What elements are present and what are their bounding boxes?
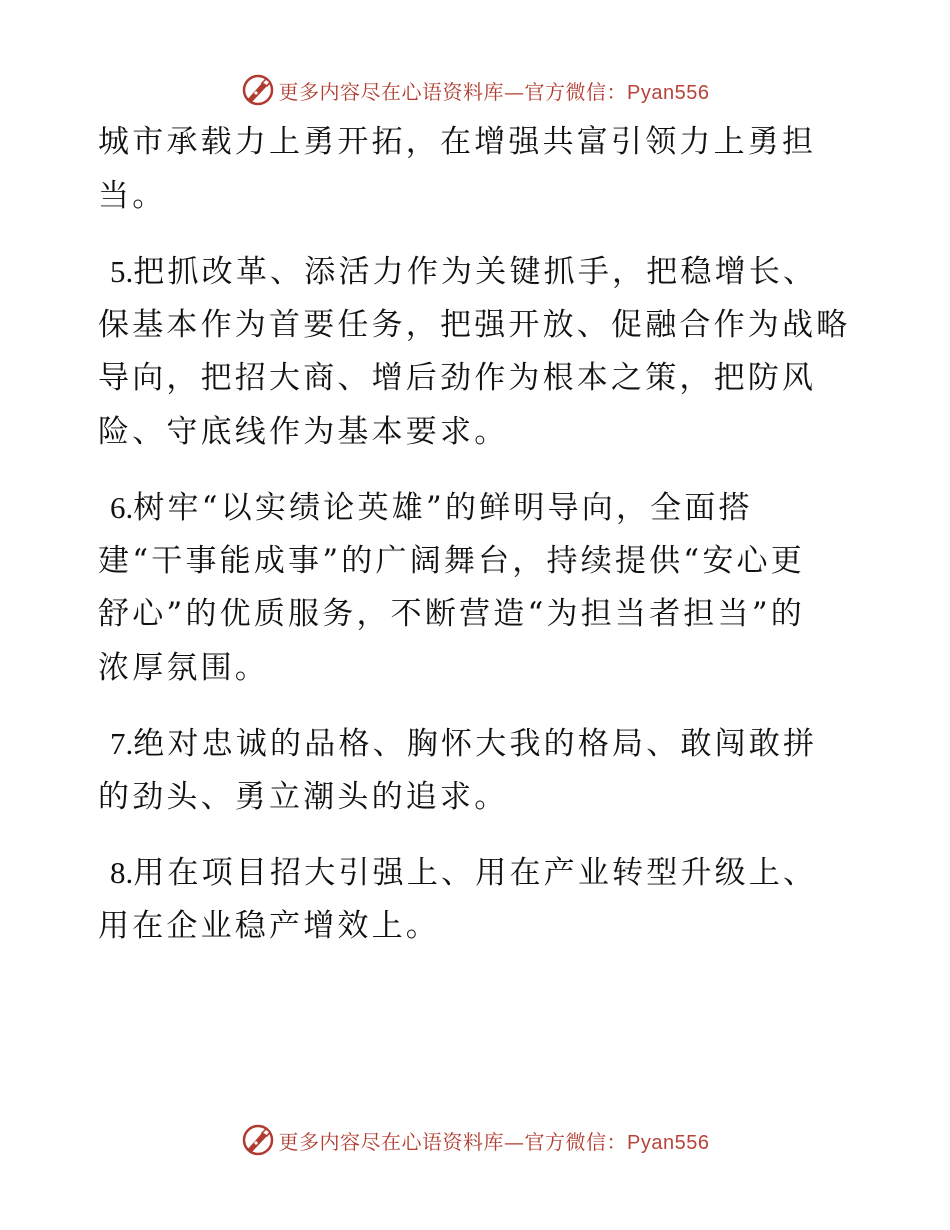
item-number: 7. xyxy=(110,726,134,761)
text-line: 5.把抓改革、添活力作为关键抓手，把稳增长、 xyxy=(110,254,818,290)
text-line: 7.绝对忠诚的品格、胸怀大我的格局、敢闯敢拼 xyxy=(110,726,818,762)
text-line: 舒心”的优质服务，不断营造“为担当者担当”的 xyxy=(98,596,805,632)
item-number: 8. xyxy=(110,855,134,890)
paragraph-item-5 xyxy=(98,245,854,459)
text-line: 的劲头、勇立潮头的追求。 xyxy=(98,778,509,815)
text-line: 保基本作为首要任务，把强开放、促融合作为战略 xyxy=(98,306,851,343)
text-line: 导向，把招大商、增后劲作为根本之策，把防风 xyxy=(98,360,817,396)
paragraph-item-8 xyxy=(98,846,854,953)
text-line: 当。 xyxy=(98,177,167,214)
pen-nib-logo-icon xyxy=(241,1123,275,1157)
item-number: 5. xyxy=(110,254,134,289)
text-line: 6.树牢“以实绩论英雄”的鲜明导向，全面搭 xyxy=(110,490,753,526)
paragraph-item-7 xyxy=(98,717,854,824)
pen-nib-logo-icon xyxy=(241,73,275,107)
text-line: 浓厚氛围。 xyxy=(98,649,269,686)
header-banner xyxy=(0,72,950,108)
body-text xyxy=(98,116,854,953)
footer-banner xyxy=(0,1122,950,1158)
paragraph-item-6 xyxy=(98,481,854,695)
text-line: 用在企业稳产增效上。 xyxy=(98,907,440,944)
footer-banner-text: 更多内容尽在心语资料库—官方微信：Pyan556 xyxy=(278,1129,710,1154)
header-banner-text: 更多内容尽在心语资料库—官方微信：Pyan556 xyxy=(278,79,710,104)
footer-wechat-id: Pyan556 xyxy=(627,1131,710,1154)
header-wechat-id: Pyan556 xyxy=(627,81,710,104)
item-number: 6. xyxy=(110,490,134,525)
paragraph-continued xyxy=(98,116,854,223)
text-line: 建“干事能成事”的广阔舞台，持续提供“安心更 xyxy=(98,542,805,579)
text-line: 城市承载力上勇开拓，在增强共富引领力上勇担 xyxy=(98,124,817,160)
text-line: 8.用在项目招大引强上、用在产业转型升级上、 xyxy=(110,855,818,891)
text-line: 险、守底线作为基本要求。 xyxy=(98,413,509,450)
